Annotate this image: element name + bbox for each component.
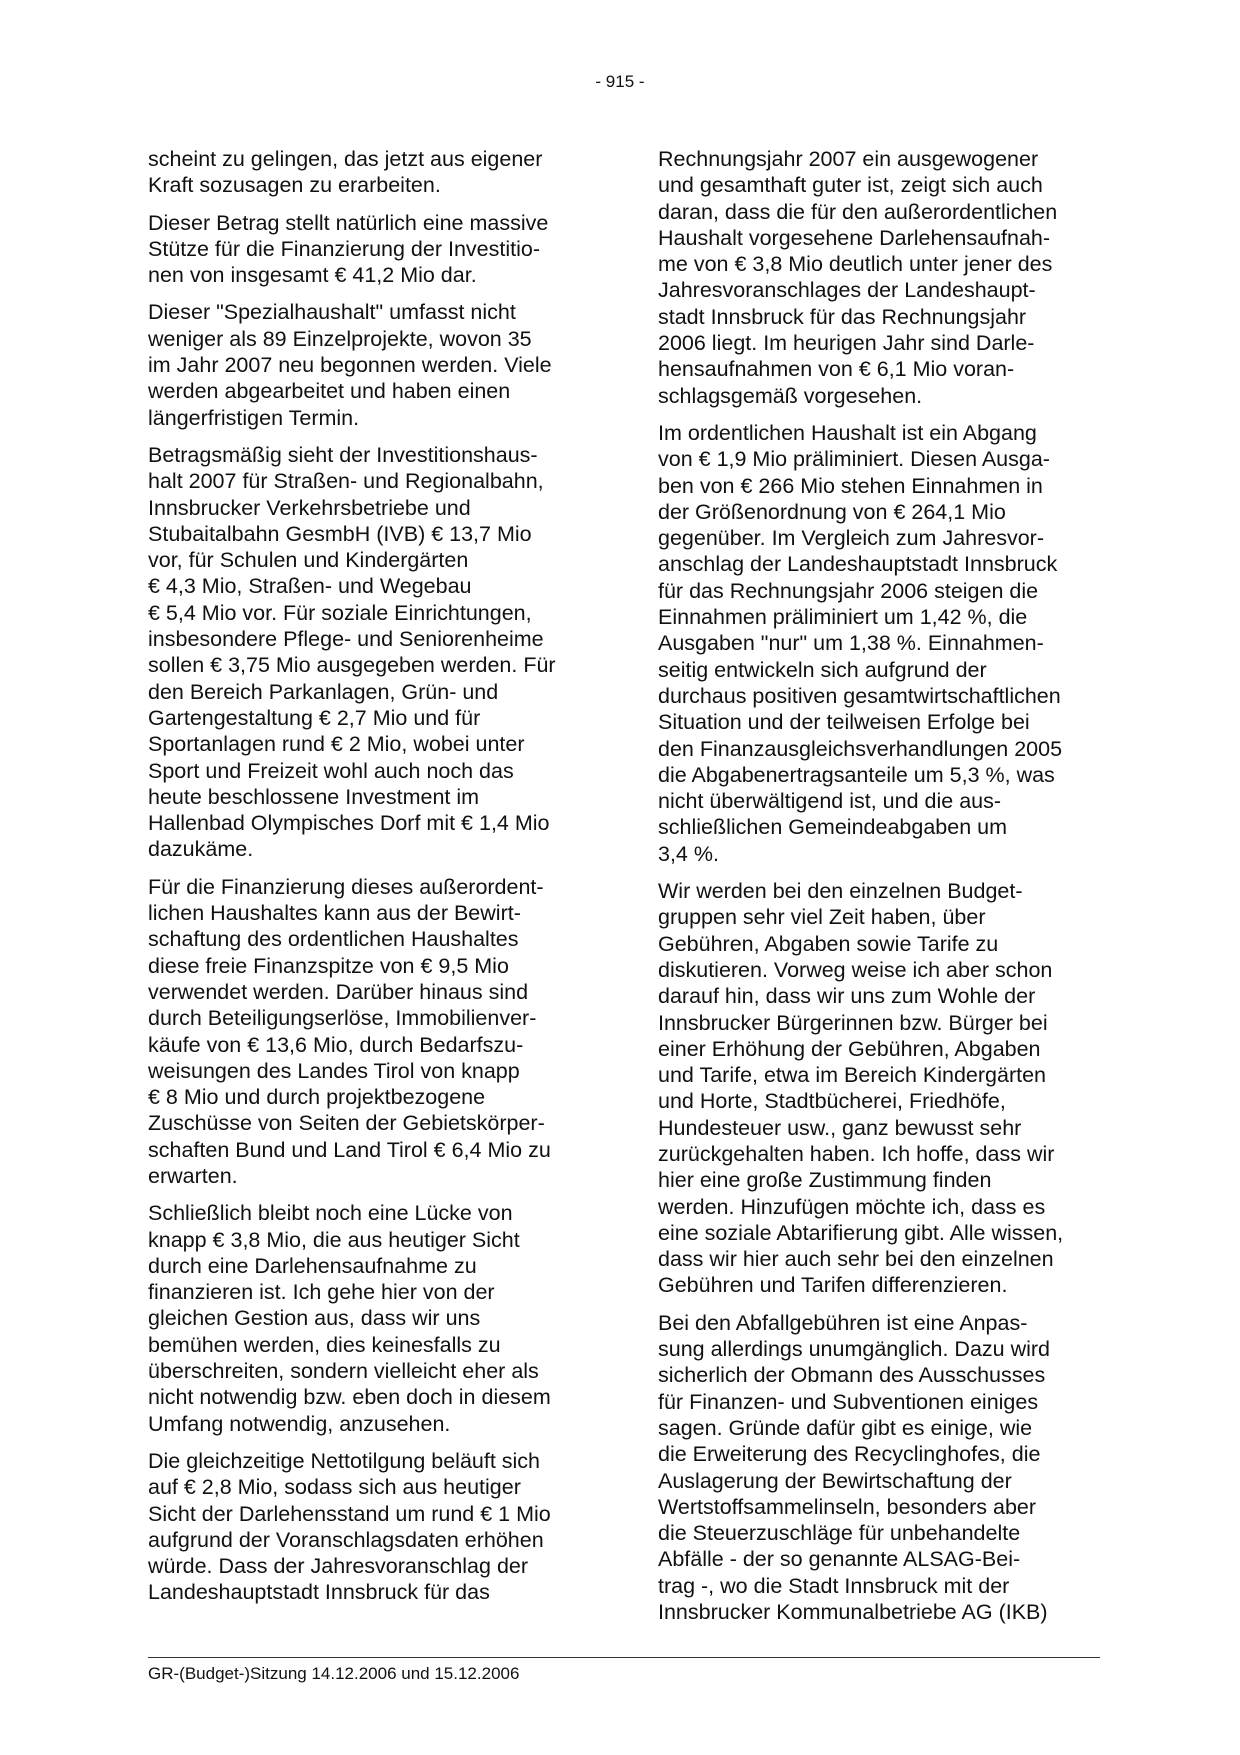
paragraph: Im ordentlichen Haushalt ist ein Abgang von € 1,9 Mio präliminiert. Diesen Ausga- ben von € 266 Mio stehen Einnahmen in der Größenordnung von € 264,1 Mio gegenüber. Im Vergleich zum Jahresvor- anschlag der Landeshauptstadt Innsbruck für das Rechnungsjahr 2006 steigen die Einnahmen präliminiert um 1,42 %, die Ausgaben "nur" um 1,38 %. Einnahmen- seitig entwickeln sich aufgrund der durchaus positiven gesamtwirtschaftlichen Situation und der teilweisen Erfolge bei den Finanzausgleichsverhandlungen 2005 die Abgabenertragsanteile um 5,3 %, was nicht überwältigend ist, und die aus- schließlichen Gemeindeabgaben um 3,4 %.	[658, 420, 1063, 866]
paragraph: Schließlich bleibt noch eine Lücke von knapp € 3,8 Mio, die aus heutiger Sicht durch eine Darlehensaufnahme zu finanzieren ist. Ich gehe hier von der gleichen Gestion aus, dass wir uns bemühen werden, dies keinesfalls zu überschreiten, sondern vielleicht eher als nicht notwendig bzw. eben doch in diesem Umfang notwendig, anzusehen.	[148, 1201, 551, 1436]
left-column	[148, 146, 586, 1617]
paragraph: Die gleichzeitige Nettotilgung beläuft sich auf € 2,8 Mio, sodass sich aus heutiger Sicht der Darlehensstand um rund € 1 Mio aufgrund der Voranschlagsdaten erhöhen würde. Dass der Jahresvoranschlag der Landeshauptstadt Innsbruck für das	[148, 1448, 551, 1605]
paragraph: scheint zu gelingen, das jetzt aus eigener Kraft sozusagen zu erarbeiten.	[148, 147, 543, 198]
paragraph: Dieser Betrag stellt natürlich eine massive Stütze für die Finanzierung der Investitio- nen von insgesamt € 41,2 Mio dar.	[148, 210, 549, 288]
paragraph: Dieser "Spezialhaushalt" umfasst nicht weniger als 89 Einzelprojekte, wovon 35 im Jahr 2007 neu begonnen werden. Viele werden abgearbeitet und haben einen längerfristigen Termin.	[148, 300, 552, 430]
right-column	[658, 146, 1100, 1636]
paragraph: Für die Finanzierung dieses außerordent- lichen Haushaltes kann aus der Bewirt- schaftung des ordentlichen Haushaltes diese freie Finanzspitze von € 9,5 Mio verwendet werden. Darüber hinaus sind durch Beteiligungserlöse, Immobilienver- käufe von € 13,6 Mio, durch Bedarfszu- weisungen des Landes Tirol von knapp € 8 Mio und durch projektbezogene Zuschüsse von Seiten der Gebietskörper- schaften Bund und Land Tirol € 6,4 Mio zu erwarten.	[148, 874, 551, 1188]
paragraph: Wir werden bei den einzelnen Budget- gruppen sehr viel Zeit haben, über Gebühren, Abgaben sowie Tarife zu diskutieren. Vorweg weise ich aber schon darauf hin, dass wir uns zum Wohle der Innsbrucker Bürgerinnen bzw. Bürger bei einer Erhöhung der Gebühren, Abgaben und Tarife, etwa im Bereich Kindergärten und Horte, Stadtbücherei, Friedhöfe, Hundesteuer usw., ganz bewusst sehr zurückgehalten haben. Ich hoffe, dass wir hier eine große Zustimmung finden werden. Hinzufügen möchte ich, dass es eine soziale Abtarifierung gibt. Alle wissen, dass wir hier auch sehr bei den einzelnen Gebühren und Tarifen differenzieren.	[658, 879, 1064, 1298]
paragraph: Bei den Abfallgebühren ist eine Anpas- sung allerdings unumgänglich. Dazu wird sicherlich der Obmann des Ausschusses für Finanzen- und Subventionen einiges sagen. Gründe dafür gibt es einige, wie die Erweiterung des Recyclinghofes, die Auslagerung der Bewirtschaftung der Wertstoffsammelinseln, besonders aber die Steuerzuschläge für unbehandelte Abfälle - der so genannte ALSAG-Bei- trag -, wo die Stadt Innsbruck mit der Innsbrucker Kommunalbetriebe AG (IKB)	[658, 1310, 1050, 1625]
footer-divider	[148, 1657, 1100, 1658]
footer-session-label: GR-(Budget-)Sitzung 14.12.2006 und 15.12.2006	[148, 1664, 520, 1683]
paragraph: Betragsmäßig sieht der Investitionshaus- halt 2007 für Straßen- und Regionalbahn, Innsbrucker Verkehrsbetriebe und Stubaitalbahn GesmbH (IVB) € 13,7 Mio vor, für Schulen und Kindergärten € 4,3 Mio, Straßen- und Wegebau € 5,4 Mio vor. Für soziale Einrichtungen, insbesondere Pflege- und Seniorenheime sollen € 3,75 Mio ausgegeben werden. Für den Bereich Parkanlagen, Grün- und Gartengestaltung € 2,7 Mio und für Sportanlagen rund € 2 Mio, wobei unter Sport und Freizeit wohl auch noch das heute beschlossene Investment im Hallenbad Olympisches Dorf mit € 1,4 Mio dazukäme.	[148, 442, 556, 862]
paragraph: Rechnungsjahr 2007 ein ausgewogener und gesamthaft guter ist, zeigt sich auch daran, dass die für den außerordentlichen Haushalt vorgesehene Darlehensaufnah- me von € 3,8 Mio deutlich unter jener des Jahresvoranschlages der Landeshaupt- stadt Innsbruck für das Rechnungsjahr 2006 liegt. Im heurigen Jahr sind Darle- hensaufnahmen von € 6,1 Mio voran- schlagsgemäß vorgesehen.	[658, 147, 1058, 408]
page-number: - 915 -	[595, 72, 645, 91]
